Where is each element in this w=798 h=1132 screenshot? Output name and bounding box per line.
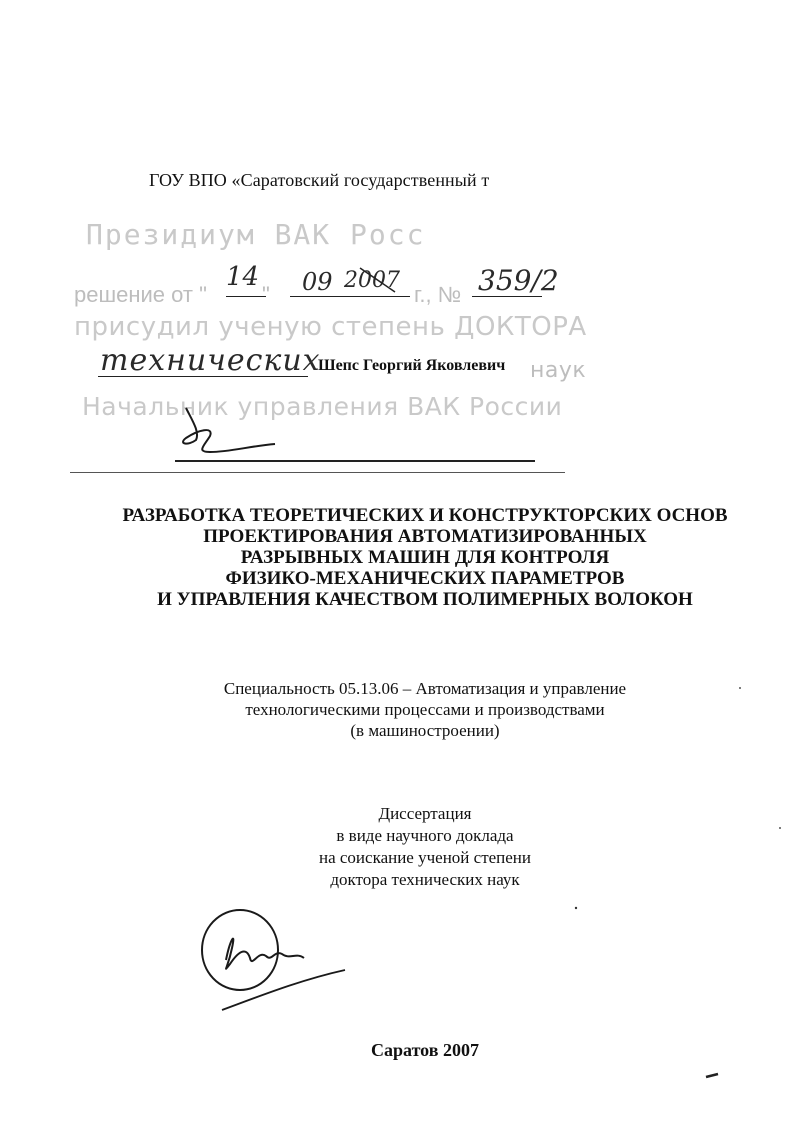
stamp-nauk: наук — [530, 358, 587, 383]
dissertation-title — [60, 505, 790, 610]
title-line: И УПРАВЛЕНИЯ КАЧЕСТВОМ ПОЛИМЕРНЫХ ВОЛОКОН — [157, 589, 693, 610]
handwritten-year: 2007 — [344, 268, 400, 293]
official-signature — [183, 408, 275, 452]
handwritten-day: 14 — [226, 262, 260, 292]
handwritten-month: 09 — [302, 268, 333, 296]
handwritten-number: 359/2 — [478, 264, 559, 297]
specialty-line: технологическими процессами и производствами — [245, 700, 605, 719]
title-line: ПРОЕКТИРОВАНИЯ АВТОМАТИЗИРОВАННЫХ — [203, 526, 647, 547]
specialty-block — [100, 678, 750, 741]
stamp-decision-year-label: г., № — [414, 282, 462, 307]
stamp-awarded: присудил ученую степень ДОКТОРА — [74, 312, 587, 342]
scan-mark — [706, 1074, 718, 1077]
title-line: РАЗРЫВНЫХ МАШИН ДЛЯ КОНТРОЛЯ — [240, 547, 610, 568]
scan-speck — [575, 907, 577, 909]
handwritten-degree-type: технических — [100, 343, 321, 378]
dissertation-line: на соискание ученой степени — [318, 848, 532, 867]
stamp-decision-quote: " — [262, 282, 270, 307]
author-name: Шепс Георгий Яковлевич — [318, 357, 506, 374]
stamp-chief: Начальник управления ВАК России — [82, 392, 563, 421]
specialty-line: (в машиностроении) — [350, 721, 500, 740]
specialty-line: Специальность 05.13.06 – Автоматизация и управление — [223, 679, 627, 698]
author-signature-circle — [202, 910, 278, 990]
dissertation-line: доктора технических наук — [330, 870, 520, 889]
dissertation-line: Диссертация — [378, 804, 472, 823]
title-line: РАЗРАБОТКА ТЕОРЕТИЧЕСКИХ И КОНСТРУКТОРСКИХ ОСНОВ — [122, 505, 728, 526]
scan-speck — [779, 827, 781, 829]
title-line: ФИЗИКО-МЕХАНИЧЕСКИХ ПАРАМЕТРОВ — [225, 568, 625, 589]
stamp-decision-prefix: решение от " — [74, 282, 207, 307]
dissertation-block — [250, 803, 600, 891]
year-strike — [360, 268, 395, 292]
city-year: Саратов 2007 — [371, 1040, 479, 1060]
stamp-presidium: Президиум ВАК Росс — [86, 218, 426, 251]
dissertation-line: в виде научного доклада — [336, 826, 514, 845]
author-signature — [226, 939, 304, 969]
institution-name: ГОУ ВПО «Саратовский государственный т — [149, 170, 490, 190]
